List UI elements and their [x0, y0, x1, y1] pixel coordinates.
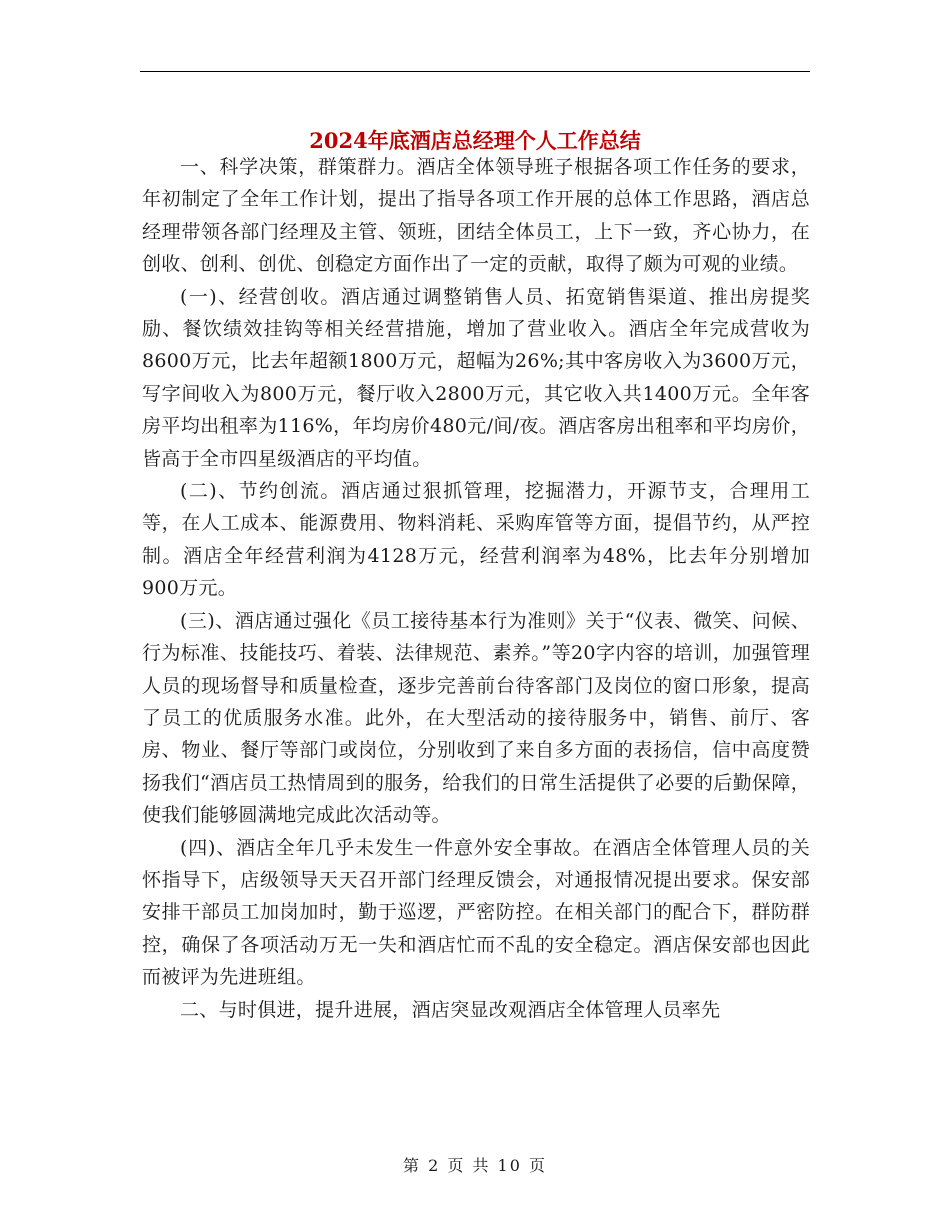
document-title: 2024年底酒店总经理个人工作总结: [309, 128, 641, 154]
header-rule: [140, 71, 810, 72]
paragraph-safety: (四)、酒店全年几乎未发生一件意外安全事故。在酒店全体管理人员的关怀指导下，店级领导天天召开部门经理反馈会，对通报情况提出要求。保安部安排干部员工加岗加时，勤于巡逻，严密防控。在相关部门的配合下，群防群控，确保了各项活动万无一失和酒店忙而不乱的安全稳定。酒店保安部也因此而被评为先进班组。: [142, 836, 810, 989]
document-body: [142, 151, 810, 1026]
paragraph-progress: 二、与时俱进，提升进展，酒店突显改观酒店全体管理人员率先: [180, 998, 721, 1021]
paragraph-revenue: (一)、经营创收。酒店通过调整销售人员、拓宽销售渠道、推出房提奖励、餐饮绩效挂钩等相关经营措施，增加了营业收入。酒店全年完成营收为8600万元，比去年超额1800万元，超幅为26%;其中客房收入为3600万元，写字间收入为800万元，餐厅收入2800万元，其它收入共1400万元。全年客房平均出租率为116%，年均房价480元/间/夜。酒店客房出租率和平均房价，皆高于全市四星级酒店的平均值。: [142, 285, 810, 470]
page-number: 第 2 页 共 10 页: [403, 1156, 547, 1175]
paragraph-service-training: (三)、酒店通过强化《员工接待基本行为准则》关于“仪表、微笑、问候、行为标准、技能技巧、着装、法律规范、素养。”等20字内容的培训，加强管理人员的现场督导和质量检查，逐步完善前台待客部门及岗位的窗口形象，提高了员工的优质服务水准。此外，在大型活动的接待服务中，销售、前厅、客房、物业、餐厅等部门或岗位，分别收到了来自多方面的表扬信，信中高度赞扬我们“酒店员工热情周到的服务，给我们的日常生活提供了必要的后勤保障，使我们能够圆满地完成此次活动等。: [142, 609, 810, 827]
paragraph-decision: 一、科学决策，群策群力。酒店全体领导班子根据各项工作任务的要求，年初制定了全年工作计划，提出了指导各项工作开展的总体工作思路，酒店总经理带领各部门经理及主管、领班，团结全体员工，上下一致，齐心协力，在创收、创利、创优、创稳定方面作出了一定的贡献，取得了颇为可观的业绩。: [142, 156, 810, 276]
paragraph-cost-saving: (二)、节约创流。酒店通过狠抓管理，挖掘潜力，开源节支，合理用工等，在人工成本、能源费用、物料消耗、采购库管等方面，提倡节约，从严控制。酒店全年经营利润为4128万元，经营利润率为48%，比去年分别增加900万元。: [142, 480, 810, 600]
